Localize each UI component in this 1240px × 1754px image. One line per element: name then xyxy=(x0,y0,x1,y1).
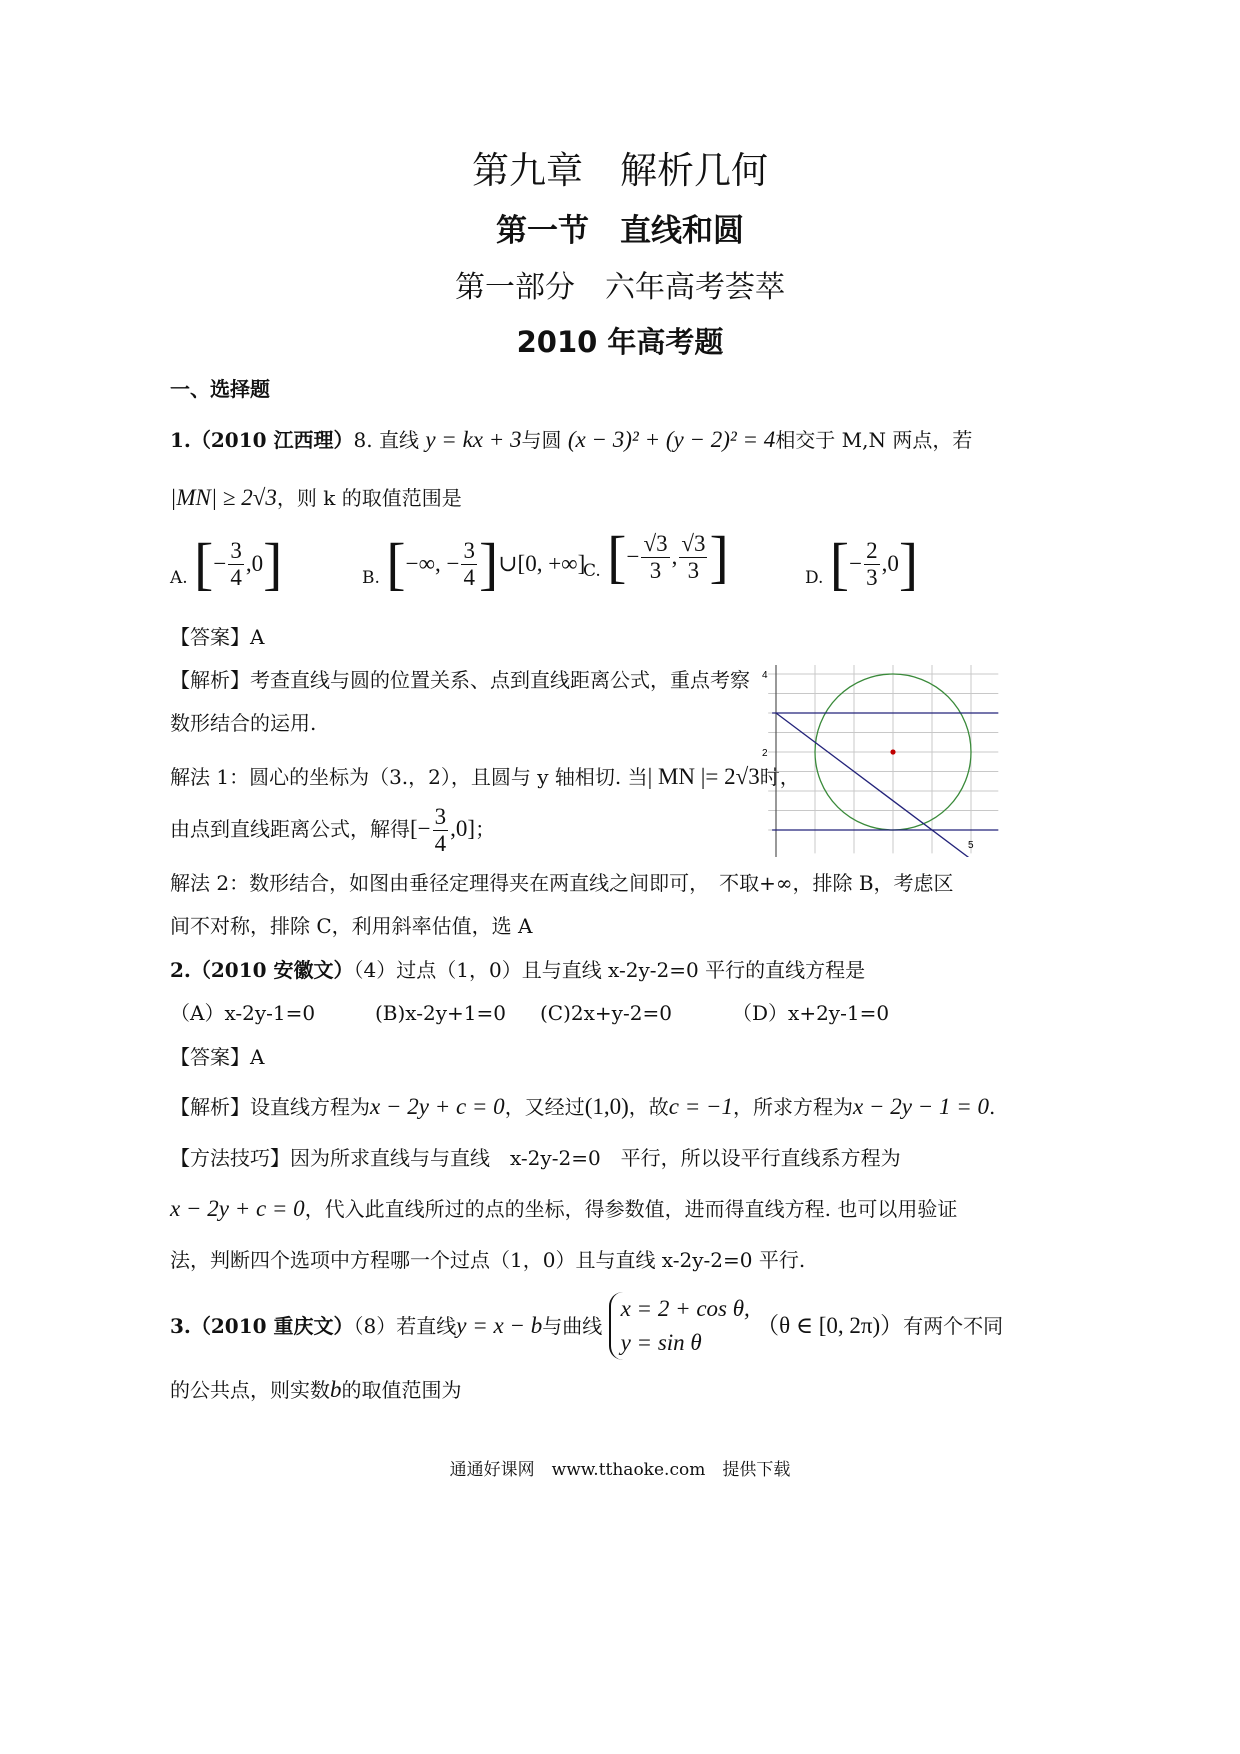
q1-optD-neg: − xyxy=(849,551,863,576)
q1-optA-frac xyxy=(228,538,244,591)
q1-optA-den: 4 xyxy=(230,564,242,590)
q1-option-a: A. [− $\frac{3}{4}$ ,0] xyxy=(170,531,283,596)
q2-analysis-d: ，所求方程为 xyxy=(733,1095,854,1119)
q1-optD-den: 3 xyxy=(866,564,878,590)
q2-analysis-b: ，又经过 xyxy=(504,1095,585,1119)
q1-method1-end: ； xyxy=(475,817,496,841)
q2-option-d: （D）x+2y-1=0 xyxy=(732,1001,890,1025)
q2-method-3: 法，判断四个选项中方程哪一个过点（1，0）且与直线 x-2y-2=0 平行. xyxy=(170,1248,806,1272)
figure-circle-center xyxy=(890,749,895,754)
q2-analysis-point: (1,0) xyxy=(584,1094,629,1119)
q2-analysis-eq2: c = −1 xyxy=(668,1094,734,1119)
q3-number: 3. xyxy=(170,1314,191,1338)
q1-number: 1. xyxy=(170,428,191,452)
q3-stem-b: 与曲线 xyxy=(542,1314,603,1338)
q1-method1-a: 解法 1：圆心的坐标为（3.，2），且圆与 y 轴相切. 当 xyxy=(170,765,648,789)
q2-analysis-eq3: x − 2y − 1 = 0 xyxy=(853,1094,989,1119)
q1-analysis-1: 【解析】考查直线与圆的位置关系、点到直线距离公式，重点考察 xyxy=(170,668,750,692)
q2-stem-text: （4）过点（1，0）且与直线 x-2y-2=0 平行的直线方程是 xyxy=(353,958,866,982)
q3-stem-e: 的取值范围为 xyxy=(341,1378,462,1402)
q1-method1-line2 xyxy=(170,804,495,857)
q1-method1-frac xyxy=(433,804,449,857)
q2-analysis-e: . xyxy=(989,1095,996,1119)
q1-method1-c: 由点到直线距离公式，解得 xyxy=(170,817,410,841)
chapter-title: 第九章 解析几何 xyxy=(472,149,768,192)
q1-optC-num2: √3 xyxy=(681,530,706,556)
figure-tick-label-2: 2 xyxy=(762,748,768,759)
q1-method1-b: 时， xyxy=(759,765,800,789)
q2-method-2 xyxy=(170,1194,957,1224)
q1-optA-num: 3 xyxy=(230,537,242,563)
q3-system-y: y = sin θ xyxy=(620,1330,702,1355)
q1-method1-cond: | MN |= 2√3 xyxy=(647,764,760,789)
q1-option-b-label: B. xyxy=(362,568,380,588)
q1-optC-num1: √3 xyxy=(643,530,668,556)
section-title: 第一节 直线和圆 xyxy=(496,213,744,249)
q1-optD-num: 2 xyxy=(866,537,878,563)
q1-option-b: B. [−∞, − $\frac{3}{4}$ ]∪[0, +∞] xyxy=(362,531,586,596)
q3-stem-line2 xyxy=(170,1375,462,1405)
q2-analysis-a: 【解析】设直线方程为 xyxy=(170,1095,370,1119)
q2-analysis-eq1: x − 2y + c = 0 xyxy=(370,1094,505,1119)
q2-method-1: 【方法技巧】因为所求直线与与直线 x-2y-2=0 平行，所以设平行直线系方程为 xyxy=(170,1146,901,1170)
q1-method1-den: 4 xyxy=(434,831,447,856)
q1-method2-line1: 解法 2：数形结合，如图由垂径定理得夹在两直线之间即可， 不取+∞，排除 B，考虑区 xyxy=(170,871,954,895)
q2-stem xyxy=(170,955,865,985)
year-title: 2010 年高考题 xyxy=(516,325,724,359)
q1-option-c-label: C. xyxy=(583,561,601,581)
q1-condition: |MN| ≥ 2√3 xyxy=(170,485,277,510)
q1-optB-tail: ∪[0, +∞] xyxy=(498,551,586,576)
q1-method1-num: 3 xyxy=(434,804,447,829)
q2-option-a: （A）x-2y-1=0 xyxy=(170,1001,316,1025)
figure-tick-label-4: 4 xyxy=(762,670,768,681)
q1-answer: 【答案】A xyxy=(170,625,265,649)
q1-source: （2010 江西理） xyxy=(190,428,354,452)
section-heading: 一、选择题 xyxy=(170,377,270,401)
q1-figure xyxy=(752,665,1000,857)
page-footer: 通通好课网 www.tthaoke.com 提供下载 xyxy=(449,1460,791,1480)
q1-stem xyxy=(170,425,972,455)
q1-stem-a: 8. 直线 xyxy=(353,428,419,452)
q2-source: （2010 安徽文） xyxy=(190,958,354,982)
q3-stem-c: 有两个不同 xyxy=(903,1314,1004,1338)
q2-method-eq: x − 2y + c = 0 xyxy=(170,1196,305,1221)
q1-optC-frac1 xyxy=(641,531,669,584)
q3-variable: b xyxy=(330,1377,342,1402)
q1-option-d: D. [− $\frac{2}{3}$ ,0] xyxy=(805,531,919,596)
q1-circle-equation: (x − 3)² + (y − 2)² = 4 xyxy=(567,427,776,452)
q3-stem-d: 的公共点，则实数 xyxy=(170,1378,330,1402)
q3-system-x: x = 2 + cos θ, xyxy=(620,1296,750,1321)
q3-parameter-range: （θ ∈ [0, 2π)） xyxy=(756,1313,904,1338)
q2-option-c: (C)2x+y-2=0 xyxy=(540,1001,672,1025)
q2-analysis xyxy=(170,1092,995,1122)
q1-optA-tail: ,0 xyxy=(245,551,264,576)
q1-option-a-label: A. xyxy=(170,568,188,588)
q1-option-c: C. [− $\frac{√3}{3}$ , $\frac{√3}{3}$ ] xyxy=(583,524,729,589)
q1-optB-frac xyxy=(461,538,477,591)
q1-option-d-label: D. xyxy=(805,568,824,588)
q1-condition-line xyxy=(170,483,462,513)
q1-optD-tail: ,0 xyxy=(881,551,899,576)
q2-option-b: (B)x-2y+1=0 xyxy=(375,1001,506,1025)
q1-stem-c: 相交于 M,N 两点，若 xyxy=(775,428,973,452)
q1-method2-line2: 间不对称，排除 C，利用斜率估值，选 A xyxy=(170,914,533,938)
q2-number: 2. xyxy=(170,958,191,982)
q1-line-equation: y = kx + 3 xyxy=(425,427,522,452)
q1-optB-num: 3 xyxy=(463,537,475,563)
q1-optC-den2: 3 xyxy=(687,557,700,583)
q1-optC-den1: 3 xyxy=(649,557,662,583)
q1-method1-res-pre: [− xyxy=(410,816,431,841)
q1-optD-frac xyxy=(864,538,880,591)
q3-stem xyxy=(170,1292,1003,1360)
q1-stem-b: 与圆 xyxy=(521,428,562,452)
q3-parametric-system xyxy=(609,1292,750,1360)
q3-line-equation: y = x − b xyxy=(456,1313,543,1338)
q2-answer: 【答案】A xyxy=(170,1045,265,1069)
figure-grid xyxy=(768,665,998,853)
figure-slanted-line xyxy=(776,713,983,857)
q3-stem-a: （8）若直线 xyxy=(353,1314,457,1338)
q1-optB-pre: −∞, − xyxy=(405,551,460,576)
figure-tick-label-5: 5 xyxy=(968,840,974,851)
q1-optC-frac2 xyxy=(679,531,707,584)
q1-method1-res-tail: ,0] xyxy=(450,816,476,841)
q1-optB-den: 4 xyxy=(463,564,475,590)
q1-optA-neg: − xyxy=(213,551,227,576)
q3-source: （2010 重庆文） xyxy=(190,1314,354,1338)
q1-stem-d: ，则 k 的取值范围是 xyxy=(276,486,462,510)
part-title: 第一部分 六年高考荟萃 xyxy=(455,270,785,305)
q1-method1-line1 xyxy=(170,762,800,792)
q1-optC-neg: − xyxy=(626,544,640,569)
q2-method-2-text: ，代入此直线所过的点的坐标，得参数值，进而得直线方程. 也可以用验证 xyxy=(304,1197,958,1221)
q2-analysis-c: ，故 xyxy=(628,1095,669,1119)
q1-analysis-2: 数形结合的运用. xyxy=(170,711,317,735)
